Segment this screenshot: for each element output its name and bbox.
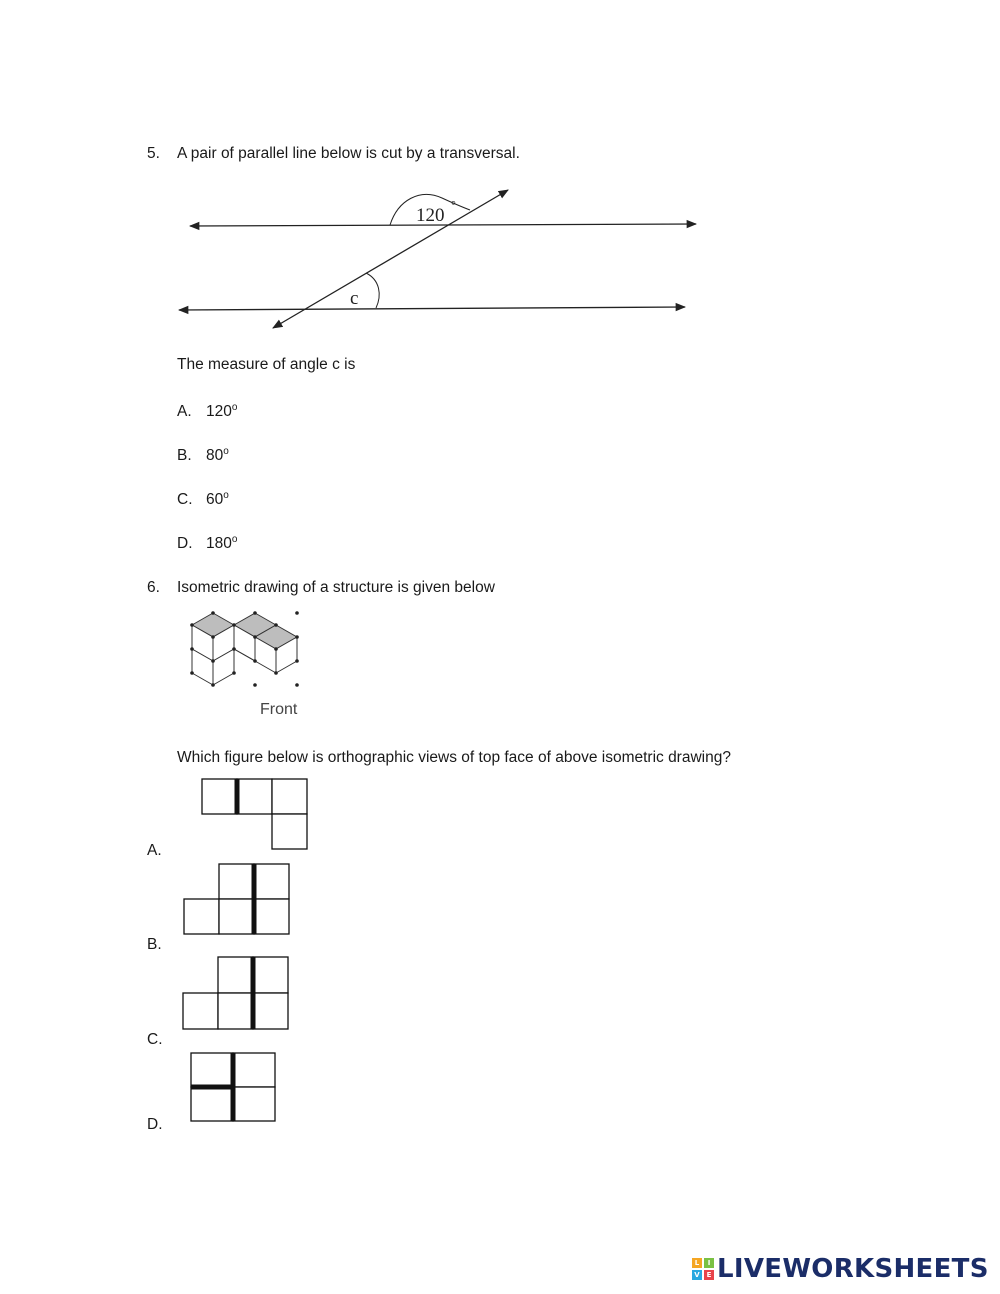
q5-question: A pair of parallel line below is cut by a transversal.	[177, 145, 520, 162]
q5-option-d-letter: D.	[177, 535, 193, 552]
logo-block-e: E	[704, 1270, 714, 1280]
q6-option-c-letter: C.	[147, 1031, 163, 1048]
q5-number: 5.	[147, 145, 160, 162]
angle-120-label: 120	[416, 205, 445, 226]
q5-option-d[interactable]: 180$^o$	[206, 534, 238, 552]
angle-c-label: c	[350, 288, 359, 309]
logo-text: LIVEWORKSHEETS	[717, 1254, 989, 1284]
q5-prompt: The measure of angle c is	[177, 356, 356, 373]
q5-option-b[interactable]: 80$^o$	[206, 446, 229, 464]
angle-arc-c	[366, 273, 379, 308]
logo-blocks-icon	[692, 1258, 714, 1280]
q6-number: 6.	[147, 579, 160, 596]
q6-question: Isometric drawing of a structure is given below	[177, 579, 495, 596]
degree-symbol: °	[451, 198, 456, 212]
parallel-lines-diagram	[170, 180, 710, 340]
logo-block-v: V	[692, 1270, 702, 1280]
logo-block-l: L	[692, 1258, 702, 1268]
parallel-line-bottom	[179, 307, 685, 310]
transversal-line	[273, 190, 508, 328]
q5-option-a[interactable]: 120$^o$	[206, 402, 238, 420]
q5-option-b-letter: B.	[177, 447, 192, 464]
q6-prompt: Which figure below is orthographic views of top face of above isometric drawing?	[177, 749, 731, 766]
logo-block-i: I	[704, 1258, 714, 1268]
q5-option-a-letter: A.	[177, 403, 192, 420]
q6-option-a-figure[interactable]	[200, 777, 310, 852]
front-label: Front	[260, 701, 298, 718]
q6-option-d-figure[interactable]	[189, 1051, 279, 1124]
liveworksheets-logo[interactable]	[692, 1253, 989, 1285]
isometric-drawing	[185, 605, 315, 720]
q6-option-b-letter: B.	[147, 936, 162, 953]
q6-option-c-figure[interactable]	[181, 955, 291, 1032]
q6-option-d-letter: D.	[147, 1116, 163, 1133]
q6-option-b-figure[interactable]	[182, 862, 292, 937]
q5-option-c-letter: C.	[177, 491, 193, 508]
q6-option-a-letter: A.	[147, 842, 162, 859]
q5-option-c[interactable]: 60$^o$	[206, 490, 229, 508]
